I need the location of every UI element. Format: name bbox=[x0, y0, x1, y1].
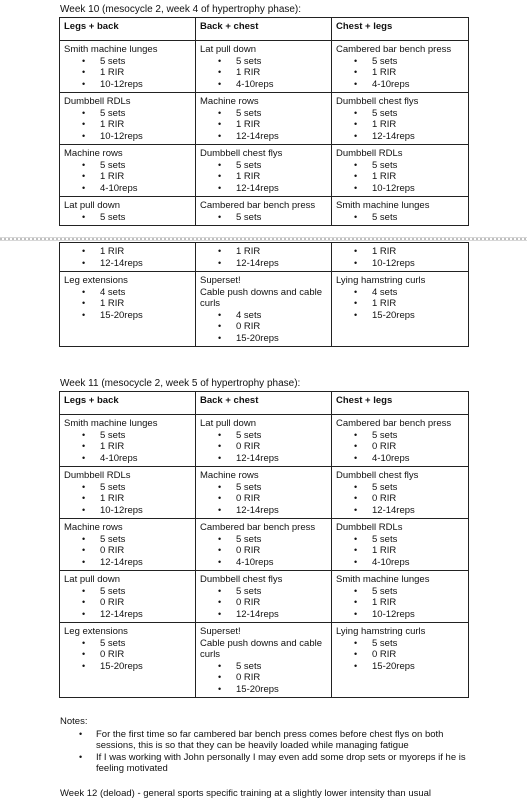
exercise-cell bbox=[332, 467, 469, 519]
exercise-cell bbox=[60, 467, 196, 519]
detail-item: • 1 RIR bbox=[372, 597, 464, 609]
detail-item: • 4-10reps bbox=[100, 183, 191, 195]
exercise-cell bbox=[332, 243, 469, 272]
exercise-name: Dumbbell RDLs bbox=[336, 148, 403, 159]
detail-item: • 1 RIR bbox=[236, 171, 327, 183]
exercise-name: Lat pull down bbox=[200, 44, 256, 55]
exercise-cell bbox=[60, 41, 196, 93]
week11-table bbox=[59, 391, 469, 698]
exercise-details bbox=[64, 430, 191, 465]
detail-item: • 12-14reps bbox=[236, 183, 327, 195]
detail-item: • 12-14reps bbox=[100, 609, 191, 621]
exercise-details bbox=[200, 482, 327, 517]
exercise-cell bbox=[196, 623, 332, 698]
exercise-name: Smith machine lunges bbox=[336, 200, 430, 211]
exercise-cell bbox=[332, 623, 469, 698]
exercise-name: Cambered bar bench press bbox=[336, 418, 452, 429]
exercise-name: Lat pull down bbox=[64, 574, 120, 585]
detail-item: • 5 sets bbox=[236, 160, 327, 172]
exercise-cell bbox=[196, 243, 332, 272]
exercise-details bbox=[64, 287, 191, 322]
detail-item: • 1 RIR bbox=[100, 171, 191, 183]
detail-item: • 0 RIR bbox=[236, 597, 327, 609]
detail-item: • 5 sets bbox=[372, 638, 464, 650]
week10-title: Week 10 (mesocycle 2, week 4 of hypertrophy phase): bbox=[60, 4, 302, 15]
detail-item: • 5 sets bbox=[372, 482, 464, 494]
detail-item: • 10-12reps bbox=[100, 79, 191, 91]
table-header-row bbox=[60, 18, 469, 41]
exercise-cell bbox=[196, 93, 332, 145]
detail-item: • 10-12reps bbox=[372, 609, 464, 621]
column-header: Legs + back bbox=[60, 392, 196, 415]
exercise-details bbox=[200, 430, 327, 465]
page-break bbox=[0, 237, 527, 241]
exercise-details bbox=[200, 661, 327, 696]
detail-item: • 12-14reps bbox=[236, 453, 327, 465]
detail-item: • 4-10reps bbox=[236, 79, 327, 91]
exercise-name: Dumbbell RDLs bbox=[336, 522, 403, 533]
exercise-cell bbox=[332, 145, 469, 197]
detail-item: • 1 RIR bbox=[236, 119, 327, 131]
exercise-details bbox=[200, 108, 327, 143]
exercise-details bbox=[200, 212, 327, 224]
detail-item: • 5 sets bbox=[372, 56, 464, 68]
detail-item: • 15-20reps bbox=[236, 333, 327, 345]
detail-item: • 5 sets bbox=[236, 212, 327, 224]
exercise-details bbox=[200, 56, 327, 91]
exercise-name: Machine rows bbox=[200, 96, 259, 107]
exercise-details bbox=[64, 212, 191, 224]
exercise-name: Cambered bar bench press bbox=[200, 200, 316, 211]
exercise-details bbox=[64, 246, 191, 269]
exercise-name: Smith machine lunges bbox=[64, 418, 158, 429]
detail-item: • 5 sets bbox=[372, 212, 464, 224]
detail-item: • 5 sets bbox=[236, 108, 327, 120]
detail-item: • 4 sets bbox=[236, 310, 327, 322]
exercise-name: Leg extensions bbox=[64, 275, 128, 286]
detail-item: • 0 RIR bbox=[372, 493, 464, 505]
detail-item: • 0 RIR bbox=[236, 672, 327, 684]
exercise-name: Dumbbell chest flys bbox=[200, 148, 283, 159]
detail-item: • 10-12reps bbox=[100, 131, 191, 143]
week12-line: Week 12 (deload) - general sports specific training at a slightly lower intensity than usual bbox=[60, 788, 432, 799]
exercise-cell bbox=[60, 415, 196, 467]
exercise-details bbox=[64, 160, 191, 195]
detail-item: • 0 RIR bbox=[100, 597, 191, 609]
exercise-cell bbox=[332, 272, 469, 347]
table-row bbox=[60, 415, 469, 467]
week10-table bbox=[59, 17, 469, 226]
detail-item: • 0 RIR bbox=[236, 493, 327, 505]
detail-item: • 4-10reps bbox=[372, 557, 464, 569]
exercise-name: Lying hamstring curls bbox=[336, 275, 426, 286]
table-row bbox=[60, 197, 469, 226]
exercise-cell bbox=[60, 93, 196, 145]
detail-item: • 5 sets bbox=[236, 586, 327, 598]
table-row bbox=[60, 519, 469, 571]
exercise-details bbox=[64, 534, 191, 569]
exercise-details bbox=[336, 534, 464, 569]
exercise-name: Smith machine lunges bbox=[336, 574, 430, 585]
table-row bbox=[60, 243, 469, 272]
exercise-details bbox=[200, 160, 327, 195]
exercise-details bbox=[64, 56, 191, 91]
week11-title: Week 11 (mesocycle 2, week 5 of hypertrophy phase): bbox=[60, 378, 301, 389]
detail-item: • 0 RIR bbox=[100, 649, 191, 661]
detail-item: • 12-14reps bbox=[100, 258, 191, 270]
detail-item: • 5 sets bbox=[100, 430, 191, 442]
table-row bbox=[60, 93, 469, 145]
table-row bbox=[60, 145, 469, 197]
exercise-cell bbox=[332, 197, 469, 226]
exercise-name: Lat pull down bbox=[64, 200, 120, 211]
detail-item: • 5 sets bbox=[236, 482, 327, 494]
detail-item: • 15-20reps bbox=[100, 310, 191, 322]
exercise-details bbox=[336, 56, 464, 91]
exercise-cell bbox=[196, 197, 332, 226]
detail-item: • 5 sets bbox=[100, 56, 191, 68]
notes-label: Notes: bbox=[60, 716, 88, 727]
note-item: • For the first time so far cambered bar bench press comes before chest flys on both sessions, this is so that they can be heavily loaded while managing fatigue bbox=[96, 729, 470, 752]
exercise-cell bbox=[196, 272, 332, 347]
detail-item: • 12-14reps bbox=[100, 557, 191, 569]
table-header-row bbox=[60, 392, 469, 415]
exercise-cell bbox=[60, 272, 196, 347]
detail-item: • 1 RIR bbox=[372, 67, 464, 79]
exercise-name: Dumbbell RDLs bbox=[64, 96, 131, 107]
detail-item: • 5 sets bbox=[100, 482, 191, 494]
detail-item: • 5 sets bbox=[372, 586, 464, 598]
column-header: Chest + legs bbox=[332, 18, 469, 41]
exercise-name: Dumbbell RDLs bbox=[64, 470, 131, 481]
detail-item: • 4-10reps bbox=[236, 557, 327, 569]
exercise-name: Lying hamstring curls bbox=[336, 626, 426, 637]
detail-item: • 1 RIR bbox=[100, 298, 191, 310]
detail-item: • 0 RIR bbox=[372, 649, 464, 661]
exercise-cell bbox=[332, 415, 469, 467]
exercise-cell bbox=[196, 145, 332, 197]
exercise-details bbox=[200, 246, 327, 269]
exercise-details bbox=[64, 638, 191, 673]
exercise-cell bbox=[60, 571, 196, 623]
week10-table-continued bbox=[59, 242, 469, 347]
exercise-details bbox=[64, 108, 191, 143]
exercise-details bbox=[336, 586, 464, 621]
detail-item: • 1 RIR bbox=[372, 171, 464, 183]
detail-item: • 5 sets bbox=[236, 534, 327, 546]
detail-item: • 1 RIR bbox=[372, 298, 464, 310]
detail-item: • 1 RIR bbox=[372, 119, 464, 131]
detail-item: • 5 sets bbox=[100, 638, 191, 650]
detail-item: • 1 RIR bbox=[100, 67, 191, 79]
detail-item: • 4 sets bbox=[372, 287, 464, 299]
exercise-cell bbox=[60, 197, 196, 226]
detail-item: • 5 sets bbox=[100, 160, 191, 172]
exercise-cell bbox=[332, 41, 469, 93]
detail-item: • 15-20reps bbox=[372, 310, 464, 322]
exercise-name: Dumbbell chest flys bbox=[336, 96, 419, 107]
exercise-name: Machine rows bbox=[64, 522, 123, 533]
table-row bbox=[60, 467, 469, 519]
detail-item: • 12-14reps bbox=[372, 131, 464, 143]
detail-item: • 12-14reps bbox=[236, 258, 327, 270]
exercise-cell bbox=[332, 519, 469, 571]
column-header: Back + chest bbox=[196, 18, 332, 41]
exercise-name: Cambered bar bench press bbox=[200, 522, 316, 533]
notes-list bbox=[60, 729, 470, 775]
exercise-cell bbox=[332, 571, 469, 623]
detail-item: • 12-14reps bbox=[236, 609, 327, 621]
exercise-details bbox=[336, 287, 464, 322]
exercise-details bbox=[336, 638, 464, 673]
exercise-name: Leg extensions bbox=[64, 626, 128, 637]
exercise-name: Machine rows bbox=[64, 148, 123, 159]
exercise-details bbox=[200, 310, 327, 345]
detail-item: • 1 RIR bbox=[236, 246, 327, 258]
exercise-name: Smith machine lunges bbox=[64, 44, 158, 55]
exercise-cell bbox=[196, 467, 332, 519]
exercise-details bbox=[336, 212, 464, 224]
exercise-cell bbox=[196, 415, 332, 467]
detail-item: • 5 sets bbox=[100, 212, 191, 224]
detail-item: • 4-10reps bbox=[372, 79, 464, 91]
detail-item: • 5 sets bbox=[100, 534, 191, 546]
detail-item: • 0 RIR bbox=[372, 441, 464, 453]
detail-item: • 12-14reps bbox=[236, 505, 327, 517]
detail-item: • 15-20reps bbox=[236, 684, 327, 696]
detail-item: • 5 sets bbox=[372, 108, 464, 120]
table-row bbox=[60, 623, 469, 698]
exercise-cell bbox=[60, 243, 196, 272]
detail-item: • 10-12reps bbox=[372, 183, 464, 195]
detail-item: • 10-12reps bbox=[100, 505, 191, 517]
exercise-cell bbox=[60, 519, 196, 571]
detail-item: • 12-14reps bbox=[236, 131, 327, 143]
detail-item: • 1 RIR bbox=[100, 119, 191, 131]
column-header: Legs + back bbox=[60, 18, 196, 41]
column-header: Chest + legs bbox=[332, 392, 469, 415]
table-row bbox=[60, 41, 469, 93]
detail-item: • 5 sets bbox=[372, 160, 464, 172]
exercise-name: Dumbbell chest flys bbox=[336, 470, 419, 481]
detail-item: • 5 sets bbox=[100, 586, 191, 598]
detail-item: • 0 RIR bbox=[100, 545, 191, 557]
detail-item: • 0 RIR bbox=[236, 441, 327, 453]
exercise-cell bbox=[196, 519, 332, 571]
exercise-details bbox=[336, 430, 464, 465]
detail-item: • 15-20reps bbox=[100, 661, 191, 673]
exercise-details bbox=[64, 586, 191, 621]
notes-section bbox=[60, 716, 470, 775]
exercise-details bbox=[336, 108, 464, 143]
table-row bbox=[60, 272, 469, 347]
exercise-name: Superset! Cable push downs and cable curls bbox=[200, 626, 323, 660]
exercise-details bbox=[336, 246, 464, 269]
exercise-details bbox=[200, 534, 327, 569]
detail-item: • 5 sets bbox=[236, 56, 327, 68]
detail-item: • 1 RIR bbox=[100, 493, 191, 505]
detail-item: • 0 RIR bbox=[236, 545, 327, 557]
detail-item: • 5 sets bbox=[372, 430, 464, 442]
detail-item: • 4-10reps bbox=[372, 453, 464, 465]
detail-item: • 4 sets bbox=[100, 287, 191, 299]
note-item: • If I was working with John personally I may even add some drop sets or myoreps if he is feeling motivated bbox=[96, 752, 470, 775]
detail-item: • 5 sets bbox=[372, 534, 464, 546]
exercise-details bbox=[336, 482, 464, 517]
exercise-details bbox=[200, 586, 327, 621]
exercise-name: Cambered bar bench press bbox=[336, 44, 452, 55]
detail-item: • 15-20reps bbox=[372, 661, 464, 673]
column-header: Back + chest bbox=[196, 392, 332, 415]
detail-item: • 4-10reps bbox=[100, 453, 191, 465]
exercise-name: Superset! Cable push downs and cable curls bbox=[200, 275, 323, 309]
detail-item: • 1 RIR bbox=[372, 246, 464, 258]
detail-item: • 5 sets bbox=[100, 108, 191, 120]
exercise-cell bbox=[60, 145, 196, 197]
exercise-cell bbox=[332, 93, 469, 145]
exercise-details bbox=[64, 482, 191, 517]
detail-item: • 1 RIR bbox=[236, 67, 327, 79]
detail-item: • 10-12reps bbox=[372, 258, 464, 270]
detail-item: • 5 sets bbox=[236, 661, 327, 673]
exercise-cell bbox=[196, 571, 332, 623]
exercise-name: Dumbbell chest flys bbox=[200, 574, 283, 585]
detail-item: • 0 RIR bbox=[236, 321, 327, 333]
detail-item: • 1 RIR bbox=[372, 545, 464, 557]
exercise-name: Machine rows bbox=[200, 470, 259, 481]
table-row bbox=[60, 571, 469, 623]
exercise-cell bbox=[196, 41, 332, 93]
exercise-name: Lat pull down bbox=[200, 418, 256, 429]
detail-item: • 5 sets bbox=[236, 430, 327, 442]
exercise-details bbox=[336, 160, 464, 195]
detail-item: • 12-14reps bbox=[372, 505, 464, 517]
detail-item: • 1 RIR bbox=[100, 441, 191, 453]
detail-item: • 1 RIR bbox=[100, 246, 191, 258]
exercise-cell bbox=[60, 623, 196, 698]
